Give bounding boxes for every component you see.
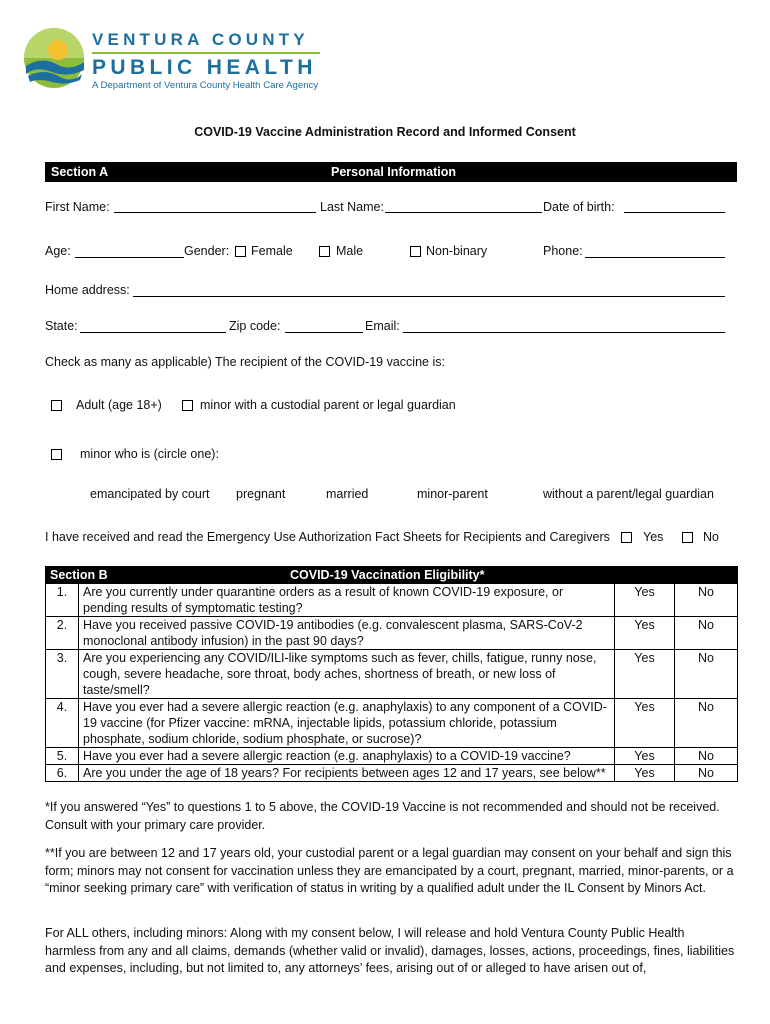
question-number: 5. xyxy=(46,748,79,765)
circle-option[interactable]: pregnant xyxy=(236,487,286,501)
question-text: Are you experiencing any COVID/ILI-like symptoms such as fever, chills, fatigue, runny nose, cough, severe headache, sore throat, body aches, shortness of breath, or new loss of taste/smell? xyxy=(79,650,615,699)
email-field[interactable] xyxy=(403,332,725,333)
answer-no[interactable]: No xyxy=(675,765,738,782)
minor-custodial-label: minor with a custodial parent or legal guardian xyxy=(200,398,456,412)
dob-label: Date of birth: xyxy=(543,200,615,214)
last-name-label: Last Name: xyxy=(320,200,384,214)
section-a-header xyxy=(45,162,737,182)
home-address-field[interactable] xyxy=(133,296,725,297)
county-logo-icon xyxy=(22,26,86,90)
question-text: Are you currently under quarantine orders as a result of known COVID-19 exposure, or pending results of symptomatic testing? xyxy=(79,584,615,617)
answer-no[interactable]: No xyxy=(675,650,738,699)
org-name-line1: VENTURA COUNTY xyxy=(92,30,309,49)
gender-label: Gender: xyxy=(184,244,230,258)
question-text: Are you under the age of 18 years? For recipients between ages 12 and 17 years, see below** xyxy=(79,765,615,782)
email-label: Email: xyxy=(365,319,400,333)
gender-female-checkbox[interactable] xyxy=(235,246,246,257)
section-a-heading: Personal Information xyxy=(331,165,457,179)
circle-option[interactable]: minor-parent xyxy=(417,487,488,501)
home-address-label: Home address: xyxy=(45,283,130,297)
circle-option[interactable]: emancipated by court xyxy=(90,487,210,501)
recipient-prompt: Check as many as applicable) The recipient of the COVID-19 vaccine is: xyxy=(45,355,445,369)
answer-yes[interactable]: Yes xyxy=(615,584,675,617)
table-row xyxy=(46,617,738,650)
org-subtitle: A Department of Ventura County Health Care Agency xyxy=(92,80,319,91)
section-b-header xyxy=(46,567,738,584)
dob-field[interactable] xyxy=(624,212,725,213)
question-text: Have you ever had a severe allergic reaction (e.g. anaphylaxis) to any component of a COVID-19 vaccine (for Pfizer vaccine: mRNA, injectable lipids, potassium chloride, potassium phosphate, sodium chloride, sodium phosphate, or sucrose)? xyxy=(79,699,615,748)
question-text: Have you ever had a severe allergic reaction (e.g. anaphylaxis) to a COVID-19 vaccine? xyxy=(79,748,615,765)
age-field[interactable] xyxy=(75,257,184,258)
answer-no[interactable]: No xyxy=(675,699,738,748)
first-name-label: First Name: xyxy=(45,200,110,214)
question-number: 2. xyxy=(46,617,79,650)
last-name-field[interactable] xyxy=(385,212,542,213)
phone-label: Phone: xyxy=(543,244,583,258)
zip-field[interactable] xyxy=(285,332,363,333)
age-label: Age: xyxy=(45,244,71,258)
document-title: COVID-19 Vaccine Administration Record and Informed Consent xyxy=(194,125,576,139)
section-a-label: Section A xyxy=(51,165,109,179)
state-label: State: xyxy=(45,319,78,333)
gender-male-checkbox[interactable] xyxy=(319,246,330,257)
minor-custodial-checkbox[interactable] xyxy=(182,400,193,411)
circle-option[interactable]: married xyxy=(326,487,369,501)
circle-option[interactable]: without a parent/legal guardian xyxy=(543,487,714,501)
note-release: For ALL others, including minors: Along with my consent below, I will release and hold Ventura County Public Health harmless from any and all claims, demands (whether valid or invalid), damages, losses, actions, proceedings, fines, liabilities and expenses, including, but not limited to, any attorneys’ fees, arising out of or alleged to have arisen out of, xyxy=(45,926,735,975)
table-row xyxy=(46,584,738,617)
gender-nonbinary-label: Non-binary xyxy=(426,244,488,258)
eligibility-table xyxy=(45,566,738,782)
phone-field[interactable] xyxy=(585,257,725,258)
answer-yes[interactable]: Yes xyxy=(615,617,675,650)
minor-circle-label: minor who is (circle one): xyxy=(80,447,219,461)
eua-no-checkbox[interactable] xyxy=(682,532,693,543)
section-b-label: Section B xyxy=(50,568,108,582)
eua-statement: I have received and read the Emergency Use Authorization Fact Sheets for Recipients and Caregivers xyxy=(45,530,610,544)
table-row xyxy=(46,748,738,765)
answer-no[interactable]: No xyxy=(675,617,738,650)
state-field[interactable] xyxy=(80,332,226,333)
question-number: 6. xyxy=(46,765,79,782)
question-number: 4. xyxy=(46,699,79,748)
eua-yes-label: Yes xyxy=(643,530,664,544)
org-name-line2: PUBLIC HEALTH xyxy=(92,56,317,79)
answer-yes[interactable]: Yes xyxy=(615,748,675,765)
eua-no-label: No xyxy=(703,530,719,544)
note-minor-consent: **If you are between 12 and 17 years old, your custodial parent or a legal guardian may consent on your behalf and sign this form; minors may not consent for vaccination unless they are emancipated by a court, pregnant, married, minor-parents, or a “minor seeking primary care” with verification of status in writing by a qualified adult under the IL Consent by Minors Act. xyxy=(45,846,734,895)
gender-nonbinary-checkbox[interactable] xyxy=(410,246,421,257)
gender-female-label: Female xyxy=(251,244,293,258)
question-number: 3. xyxy=(46,650,79,699)
answer-no[interactable]: No xyxy=(675,584,738,617)
adult-checkbox[interactable] xyxy=(51,400,62,411)
answer-yes[interactable]: Yes xyxy=(615,699,675,748)
table-row xyxy=(46,699,738,748)
logo-divider xyxy=(92,52,320,54)
gender-male-label: Male xyxy=(336,244,364,258)
table-row xyxy=(46,650,738,699)
first-name-field[interactable] xyxy=(114,212,316,213)
answer-yes[interactable]: Yes xyxy=(615,765,675,782)
minor-circle-checkbox[interactable] xyxy=(51,449,62,460)
table-row xyxy=(46,765,738,782)
eua-yes-checkbox[interactable] xyxy=(621,532,632,543)
adult-label: Adult (age 18+) xyxy=(76,398,162,412)
question-number: 1. xyxy=(46,584,79,617)
question-text: Have you received passive COVID-19 antibodies (e.g. convalescent plasma, SARS-CoV-2 monoclonal antibody infusion) in the past 90 days? xyxy=(79,617,615,650)
answer-no[interactable]: No xyxy=(675,748,738,765)
answer-yes[interactable]: Yes xyxy=(615,650,675,699)
note-not-recommended: *If you answered “Yes” to questions 1 to 5 above, the COVID-19 Vaccine is not recommended and should not be received. Consult with your primary care provider. xyxy=(45,800,720,832)
zip-label: Zip code: xyxy=(229,319,281,333)
section-b-heading: COVID-19 Vaccination Eligibility* xyxy=(290,568,485,582)
